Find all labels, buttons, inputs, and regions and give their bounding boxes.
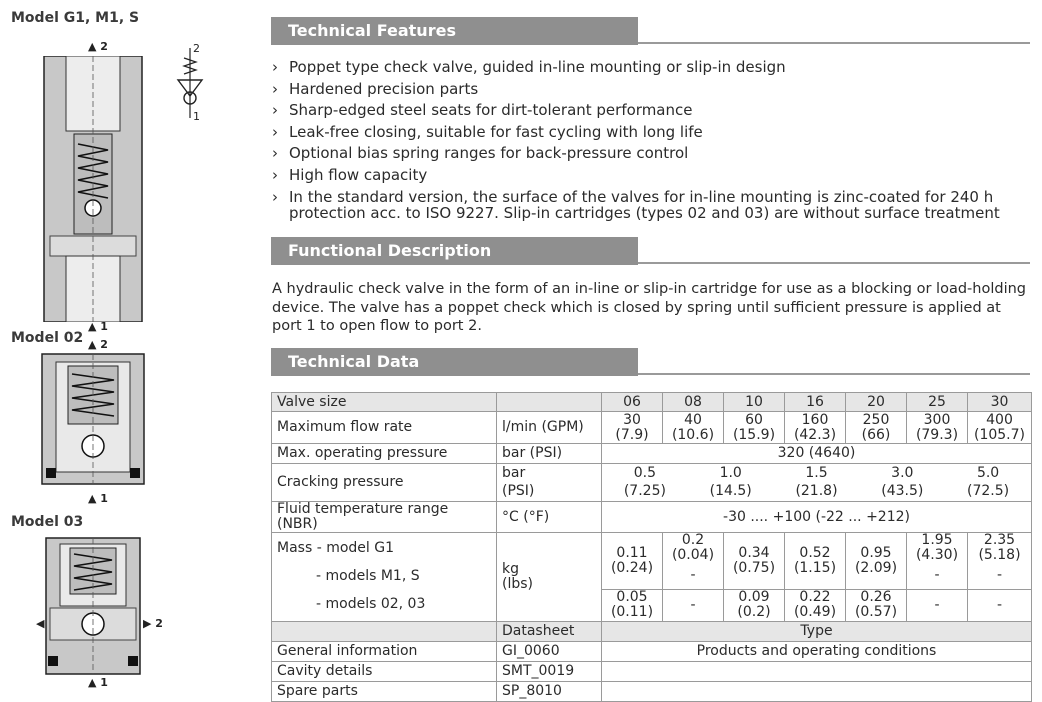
table-row <box>272 444 1032 464</box>
table-row <box>272 589 1032 621</box>
technical-data-table <box>271 392 1032 702</box>
mass-cell: 0.95 (2.09) <box>846 533 907 590</box>
mass-cell: 1.95 (4.30) <box>907 533 968 564</box>
functional-description-header: Functional Description <box>271 237 638 265</box>
mass-cell: 0.2 (0.04) <box>663 533 724 564</box>
mass-cell: 0.34 (0.75) <box>724 533 785 590</box>
feature-item: › Leak-free closing, suitable for fast cycling with long life <box>272 122 703 141</box>
size-cell: 30 <box>968 393 1032 412</box>
doc-type <box>602 661 1032 681</box>
cracking-psi-value: (21.8) <box>795 483 838 500</box>
m03-port-left-arrow-icon: ◀ <box>36 617 45 630</box>
fluid-temp-unit: °C (°F) <box>497 502 602 533</box>
doc-name: Spare parts <box>272 681 497 701</box>
docs-header-blank <box>272 621 497 641</box>
size-cell: 10 <box>724 393 785 412</box>
m02-port-top: ▲ 2 <box>88 338 108 351</box>
table-row <box>272 621 1032 641</box>
valve-size-unit-cell <box>497 393 602 412</box>
flow-cell: 30 (7.9) <box>602 412 663 444</box>
mass-cell: - <box>968 563 1032 589</box>
mass-cell: 0.11 (0.24) <box>602 533 663 590</box>
flow-cell: 40 (10.6) <box>663 412 724 444</box>
cracking-psi-cell <box>602 483 1032 502</box>
mass-cell: 0.05 (0.11) <box>602 589 663 621</box>
mass-0203-label: - models 02, 03 <box>272 589 497 621</box>
mass-cell: - <box>663 563 724 589</box>
size-cell: 08 <box>663 393 724 412</box>
mass-cell: - <box>907 589 968 621</box>
g1-port-top: ▲ 2 <box>88 40 108 53</box>
table-row <box>272 533 1032 564</box>
max-pressure-unit: bar (PSI) <box>497 444 602 464</box>
feature-item: › Hardened precision parts <box>272 79 479 98</box>
technical-data-rule <box>638 373 1030 375</box>
table-row <box>272 464 1032 483</box>
technical-features-list <box>272 57 1032 221</box>
doc-sheet: SMT_0019 <box>497 661 602 681</box>
cracking-bar-value: 0.5 <box>633 464 657 481</box>
doc-sheet: SP_8010 <box>497 681 602 701</box>
m02-valve-drawing <box>38 352 148 487</box>
flow-cell: 300 (79.3) <box>907 412 968 444</box>
m03-port-bottom: ▲ 1 <box>88 676 108 689</box>
max-flow-unit: l/min (GPM) <box>497 412 602 444</box>
m03-valve-drawing <box>38 536 148 676</box>
table-row <box>272 641 1032 661</box>
feature-item: › Sharp-edged steel seats for dirt-tolerant performance <box>272 101 693 119</box>
size-cell: 20 <box>846 393 907 412</box>
docs-header-type: Type <box>602 621 1032 641</box>
model-02-label: Model 02 <box>11 330 84 346</box>
cracking-bar-value: 5.0 <box>976 464 1000 481</box>
doc-name: Cavity details <box>272 661 497 681</box>
mass-cell: - <box>968 589 1032 621</box>
doc-sheet: GI_0060 <box>497 641 602 661</box>
max-pressure-label: Max. operating pressure <box>272 444 497 464</box>
cracking-psi-value: (7.25) <box>623 483 666 500</box>
functional-description-rule <box>638 262 1030 264</box>
functional-description-text: A hydraulic check valve in the form of an in-line or slip-in cartridge for use as a blocking or load-holding device. The valve has a poppet check which is closed by spring until sufficient pressure is applied at port 1 to open flow to port 2. <box>272 281 1026 334</box>
feature-item: › Optional bias spring ranges for back-pressure control <box>272 144 689 162</box>
mass-cell: 0.09 (0.2) <box>724 589 785 621</box>
symbol-port-bottom: 1 <box>193 110 200 123</box>
cracking-bar-value: 1.5 <box>805 464 828 481</box>
cracking-psi-value: (43.5) <box>881 483 924 500</box>
flow-cell: 160 (42.3) <box>785 412 846 444</box>
doc-type <box>602 681 1032 701</box>
feature-item: › In the standard version, the surface of the valves for in-line mounting is zinc-coated for 240 h protection acc. to ISO 9227. Slip-in cartridges (types 02 and 03) are without surface treatment <box>272 188 1000 222</box>
doc-type: Products and operating conditions <box>602 641 1032 661</box>
g1-valve-drawing <box>38 56 148 322</box>
cracking-unit-psi: (PSI) <box>497 483 602 502</box>
m03-port-right: ▶ 2 <box>143 617 163 630</box>
flow-cell: 60 (15.9) <box>724 412 785 444</box>
cracking-label: Cracking pressure <box>272 464 497 502</box>
mass-cell: 2.35 (5.18) <box>968 533 1032 564</box>
fluid-temp-label: Fluid temperature range (NBR) <box>272 502 497 533</box>
mass-cell: 0.52 (1.15) <box>785 533 846 590</box>
flow-cell: 250 (66) <box>846 412 907 444</box>
size-cell: 25 <box>907 393 968 412</box>
feature-item: › Poppet type check valve, guided in-line mounting or slip-in design <box>272 58 786 76</box>
size-cell: 06 <box>602 393 663 412</box>
cracking-psi-value: (14.5) <box>709 483 752 500</box>
size-cell: 16 <box>785 393 846 412</box>
cracking-unit-bar: bar <box>497 464 602 483</box>
symbol-port-top: 2 <box>193 42 200 55</box>
mass-cell: - <box>907 563 968 589</box>
check-valve-symbol-icon <box>172 44 212 122</box>
cracking-bar-value: 3.0 <box>891 464 914 481</box>
cracking-psi-value: (72.5) <box>967 483 1010 500</box>
max-pressure-value: 320 (4640) <box>602 444 1032 464</box>
g1-port-bottom: ▲ 1 <box>88 320 108 333</box>
technical-features-rule <box>638 42 1030 44</box>
cracking-bar-value: 1.0 <box>719 464 742 481</box>
table-row <box>272 661 1032 681</box>
mass-g1-label: Mass - model G1 <box>272 533 497 564</box>
mass-unit: kg (lbs) <box>497 533 602 622</box>
table-row <box>272 502 1032 533</box>
mass-cell: - <box>663 589 724 621</box>
feature-item: › High flow capacity <box>272 165 428 184</box>
mass-cell: 0.22 (0.49) <box>785 589 846 621</box>
max-flow-label: Maximum flow rate <box>272 412 497 444</box>
fluid-temp-value: -30 .... +100 (-22 ... +212) <box>602 502 1032 533</box>
docs-header-datasheet: Datasheet <box>497 621 602 641</box>
cracking-bar-cell <box>602 464 1032 483</box>
valve-size-label: Valve size <box>272 393 497 412</box>
table-row <box>272 412 1032 444</box>
doc-name: General information <box>272 641 497 661</box>
flow-cell: 400 (105.7) <box>968 412 1032 444</box>
mass-cell: 0.26 (0.57) <box>846 589 907 621</box>
model-03-label: Model 03 <box>11 514 84 530</box>
technical-data-header: Technical Data <box>271 348 638 376</box>
model-g1-label: Model G1, M1, S <box>11 10 140 26</box>
m02-port-bottom: ▲ 1 <box>88 492 108 505</box>
table-row <box>272 393 1032 412</box>
mass-m1s-label: - models M1, S <box>272 563 497 589</box>
technical-features-header: Technical Features <box>271 17 638 45</box>
table-row <box>272 681 1032 701</box>
